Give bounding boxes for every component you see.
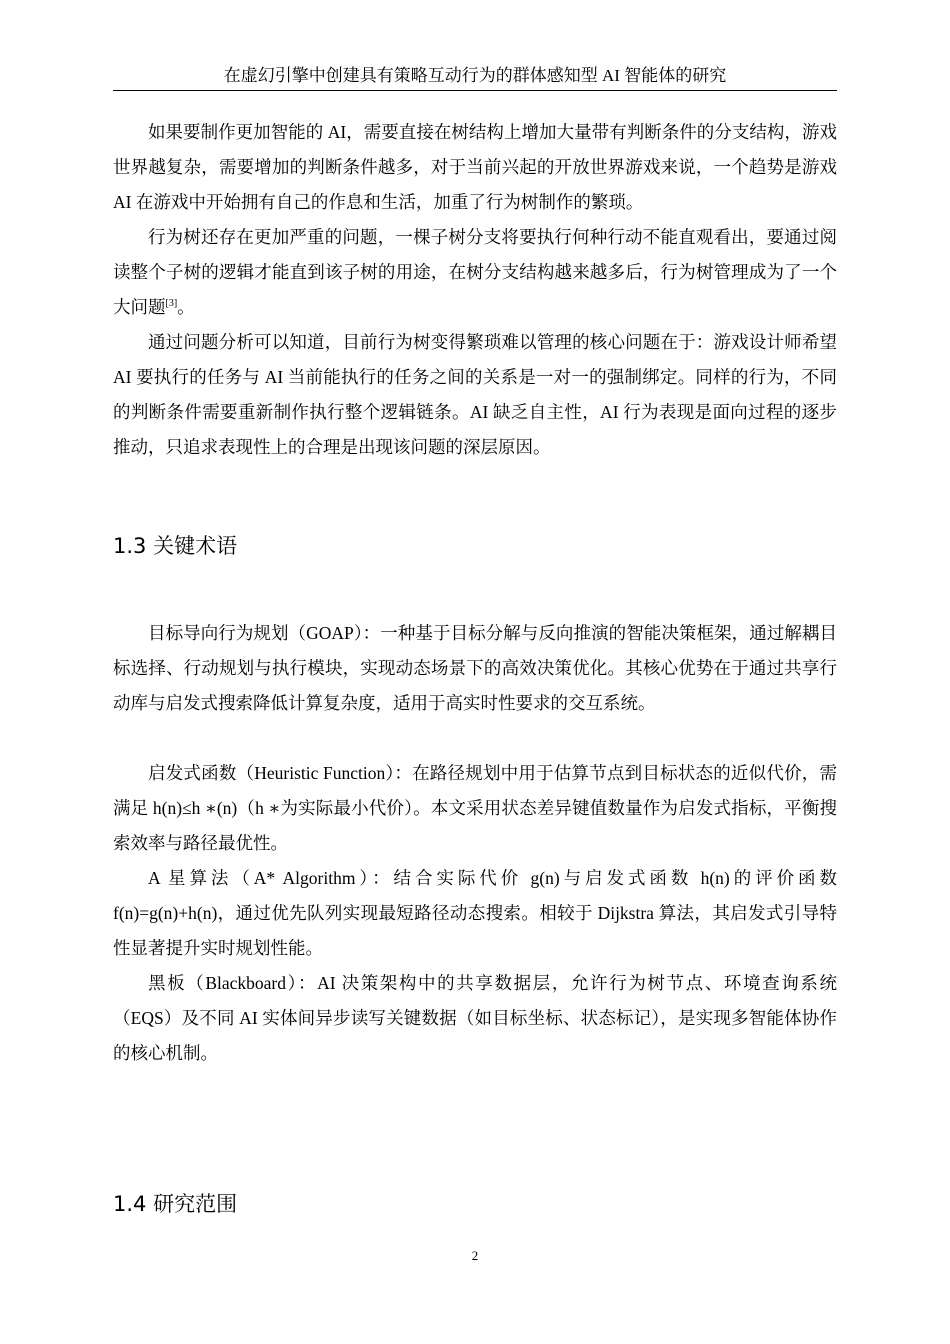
- paragraph-end-punctuation: 。: [177, 297, 195, 317]
- term-definition-goap: 目标导向行为规划（GOAP）：一种基于目标分解与反向推演的智能决策框架，通过解耦目标选择、行动规划与执行模块，实现动态场景下的高效决策优化。其核心优势在于通过共享行动库与启发式搜索降低计算复杂度，适用于高实时性要求的交互系统。: [113, 623, 837, 713]
- paragraph-smart-ai-branches: 如果要制作更加智能的 AI，需要直接在树结构上增加大量带有判断条件的分支结构，游戏世界越复杂，需要增加的判断条件越多，对于当前兴起的开放世界游戏来说，一个趋势是游戏 AI 在游戏中开始拥有自己的作息和生活，加重了行为树制作的繁琐。: [113, 122, 837, 212]
- header-divider: [113, 90, 837, 91]
- running-header: 在虚幻引擎中创建具有策略互动行为的群体感知型 AI 智能体的研究: [223, 66, 727, 85]
- citation-reference: [3]: [165, 298, 178, 310]
- paragraph-core-problem-analysis: 通过问题分析可以知道，目前行为树变得繁琐难以管理的核心问题在于：游戏设计师希望 AI 要执行的任务与 AI 当前能执行的任务之间的关系是一对一的强制绑定。同样的行为，不同的判断条件需要重新制作执行整个逻辑链条。AI 缺乏自主性，AI 行为表现是面向过程的逐步推动，只追求表现性上的合理是出现该问题的深层原因。: [113, 332, 837, 457]
- section-heading-key-terms: 1.3 关键术语: [113, 534, 238, 558]
- page-number: 2: [471, 1248, 479, 1263]
- term-definition-heuristic-function: 启发式函数（Heuristic Function）：在路径规划中用于估算节点到目标状态的近似代价，需满足 h(n)≤h ∗(n)（h ∗为实际最小代价）。本文采用状态差异键值数量作为启发式指标，平衡搜索效率与路径最优性。: [113, 763, 837, 853]
- section-heading-research-scope: 1.4 研究范围: [113, 1192, 238, 1216]
- paragraph-text: 行为树还存在更加严重的问题，一棵子树分支将要执行何种行动不能直观看出，要通过阅读整个子树的逻辑才能直到该子树的用途，在树分支结构越来越多后，行为树管理成为了一个大问题: [113, 227, 837, 317]
- term-definition-blackboard: 黑板（Blackboard）：AI 决策架构中的共享数据层，允许行为树节点、环境查询系统（EQS）及不同 AI 实体间异步读写关键数据（如目标坐标、状态标记），是实现多智能体协作的核心机制。: [113, 973, 837, 1063]
- term-definition-a-star: A 星算法（A* Algorithm）：结合实际代价 g(n)与启发式函数 h(n)的评价函数 f(n)=g(n)+h(n)，通过优先队列实现最短路径动态搜索。相较于 Dijkstra 算法，其启发式引导特性显著提升实时规划性能。: [113, 868, 837, 958]
- paragraph-behavior-tree-problem: [113, 220, 837, 325]
